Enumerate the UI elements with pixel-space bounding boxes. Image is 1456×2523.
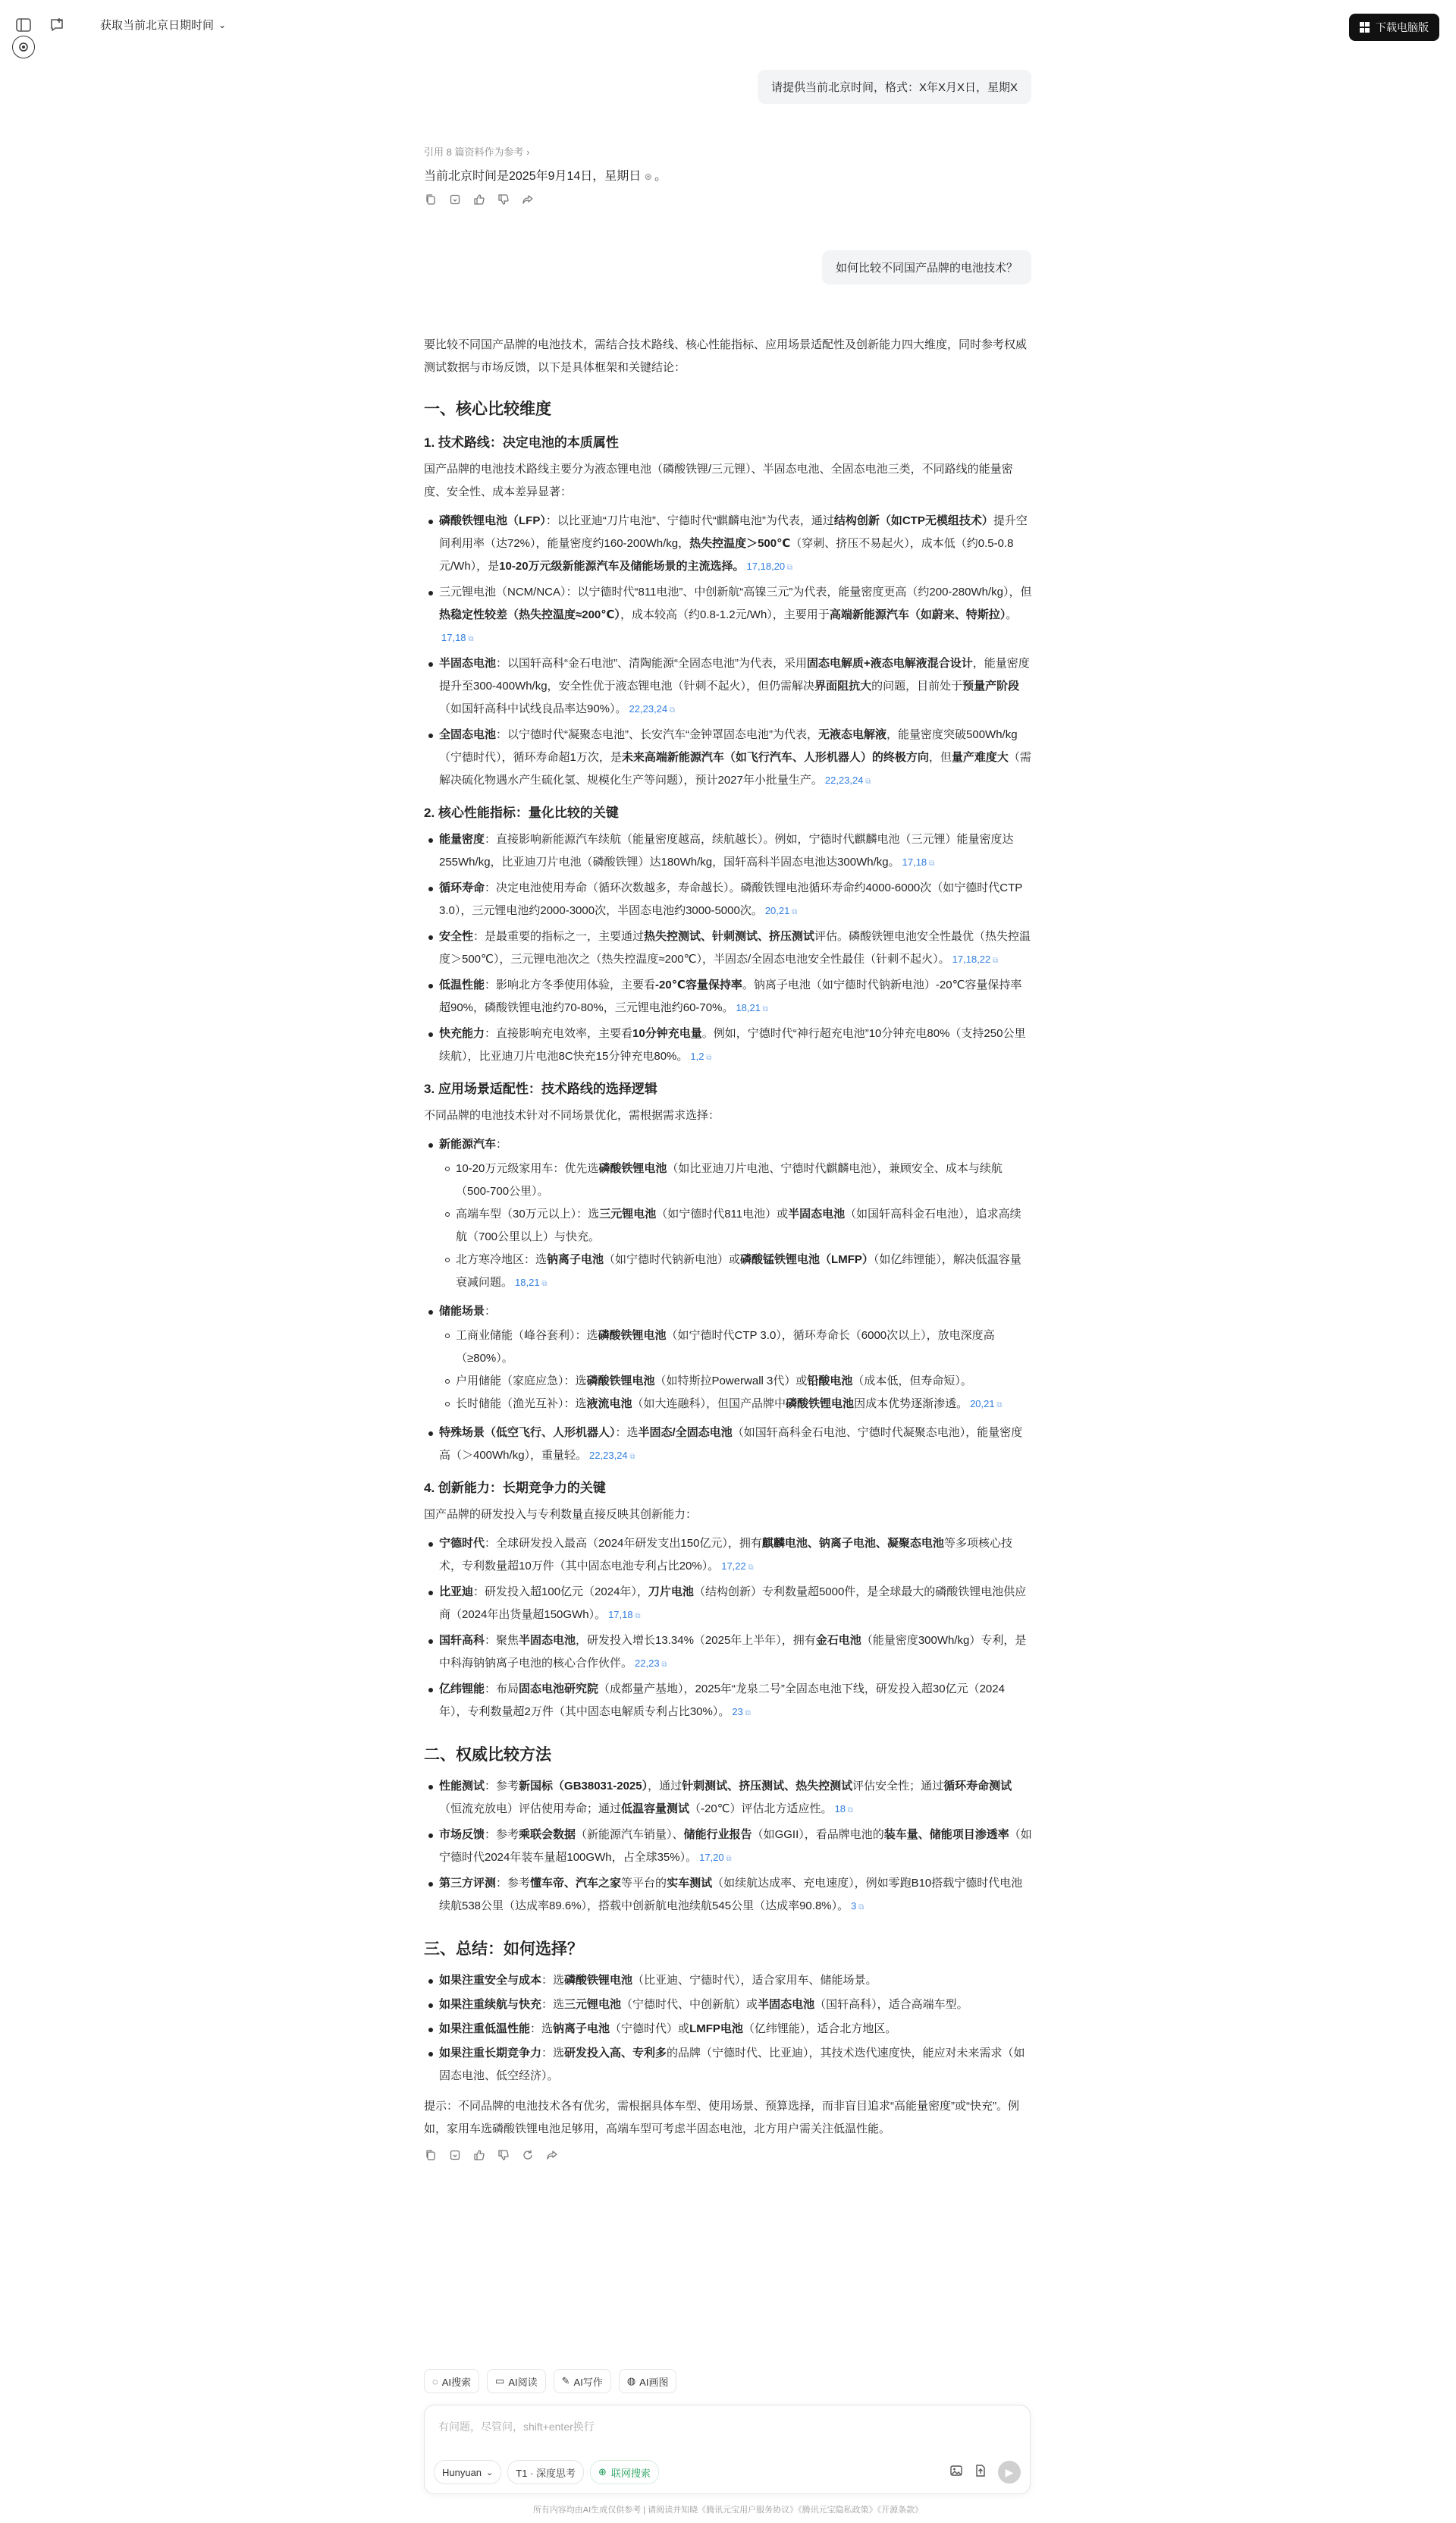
arrow-up-icon: ▶ <box>1005 2465 1014 2478</box>
list-item: 能量密度：直接影响新能源汽车续航（能量密度越高，续航越长）。例如，宁德时代麒麟电池（三元锂）能量密度达255Wh/kg，比亚迪刀片电池（磷酸铁锂）达180Wh/kg，国轩高科半固态电池达300Wh/kg。 17,18 ⧉ <box>439 828 1032 875</box>
citation-link[interactable]: 17,18 ⧉ <box>441 632 473 643</box>
thumbs-up-icon[interactable] <box>472 193 485 206</box>
section-heading: 一、核心比较维度 <box>424 401 551 418</box>
list-item: 如果注重长期竞争力：选研发投入高、专利多的品牌（宁德时代、比亚迪），其技术迭代速度快，能应对未来需求（如固态电池、低空经济）。 <box>439 2042 1032 2088</box>
answer-intro: 要比较不同国产品牌的电池技术，需结合技术路线、核心性能指标、应用场景适配性及创新能力四大维度，同时参考权威测试数据与市场反馈，以下是具体框架和关键结论： <box>424 338 1028 374</box>
paragraph: 不同品牌的电池技术针对不同场景优化，需根据需求选择： <box>424 1109 720 1122</box>
book-icon: ▭ <box>495 2375 505 2386</box>
sub-list <box>439 1324 1032 1417</box>
tool-label: AI阅读 <box>508 2376 538 2388</box>
conversation-title-dropdown[interactable] <box>100 17 226 33</box>
app-logo-icon[interactable] <box>12 36 35 58</box>
message-composer[interactable] <box>424 2405 1031 2494</box>
top-bar <box>0 0 1456 53</box>
citation-link[interactable]: 18 ⧉ <box>835 1803 853 1814</box>
citation-link[interactable]: 22,23,24 ⧉ <box>629 703 676 715</box>
list-item: 市场反馈：参考乘联会数据（新能源汽车销量）、储能行业报告（如GGII），看品牌电池的装车量、储能项目渗透率（如宁德时代2024年装车量超100GWh，占全球35%）。 17,20 ⧉ <box>439 1824 1032 1871</box>
citation-link[interactable]: 18,21 ⧉ <box>515 1277 547 1288</box>
citation-link[interactable]: 22,23 ⧉ <box>635 1657 667 1669</box>
sidebar-toggle-icon[interactable] <box>15 17 35 36</box>
composer-right-controls <box>949 2461 1021 2484</box>
share-icon[interactable] <box>521 193 534 206</box>
copy-icon[interactable] <box>424 193 437 206</box>
user-message-text: 如何比较不同国产品牌的电池技术？ <box>835 262 1018 275</box>
ai-draw-button[interactable] <box>619 2369 677 2393</box>
tool-label: AI画图 <box>639 2376 669 2388</box>
citation-link[interactable]: 23 ⧉ <box>732 1706 750 1717</box>
subsection-heading: 2. 核心性能指标：量化比较的关键 <box>424 806 619 820</box>
ai-write-button[interactable] <box>554 2369 611 2393</box>
message-actions <box>424 2148 1032 2161</box>
share-icon[interactable] <box>545 2148 558 2161</box>
chevron-right-icon: › <box>526 146 530 158</box>
citation-link[interactable]: 17,20 ⧉ <box>699 1852 731 1863</box>
subsection-heading: 1. 技术路线：决定电池的本质属性 <box>424 435 619 450</box>
file-upload-icon[interactable] <box>974 2464 987 2481</box>
tool-bar <box>424 2369 676 2393</box>
thumbs-down-icon[interactable] <box>497 2148 510 2161</box>
regenerate-icon[interactable] <box>521 2148 534 2161</box>
section-heading: 二、权威比较方法 <box>424 1746 551 1764</box>
subsection-heading: 3. 应用场景适配性：技术路线的选择逻辑 <box>424 1082 657 1096</box>
composer-placeholder: 有问题，尽管问，shift+enter换行 <box>438 2421 595 2433</box>
citation-link[interactable]: 17,18,22 ⧉ <box>952 954 999 965</box>
bullet-list <box>424 510 1032 793</box>
citation-link[interactable]: 1,2 ⧉ <box>690 1051 711 1062</box>
bullet-list <box>424 828 1032 1070</box>
deep-think-toggle[interactable] <box>507 2460 584 2484</box>
model-label: Hunyuan <box>442 2466 482 2478</box>
list-item: 低温性能：影响北方冬季使用体验，主要看-20℃容量保持率。钠离子电池（如宁德时代钠新电池）-20℃容量保持率超90%，磷酸铁锂电池约70-80%，三元锂电池约60-70%。 18,21 ⧉ <box>439 974 1032 1021</box>
composer-controls <box>434 2460 1021 2484</box>
list-item: 全固态电池：以宁德时代“凝聚态电池”、长安汽车“金钟罩固态电池”为代表，无液态电解液，能量密度突破500Wh/kg（宁德时代），循环寿命超1万次，是未来高端新能源汽车（如飞行汽车、人形机器人）的终极方向，但量产难度大（需解决硫化物遇水产生硫化氢、规模化生产等问题），预计2027年小批量生产。 22,23,24 ⧉ <box>439 724 1032 793</box>
source-dot-icon[interactable]: ⊛ <box>644 171 655 182</box>
answer-text <box>424 166 1032 184</box>
list-item: 特殊场景（低空飞行、人形机器人）：选半固态/全固态电池（如国轩高科金石电池、宁德时代凝聚态电池），能量密度高（＞400Wh/kg），重量轻。 22,23,24 ⧉ <box>439 1422 1032 1469</box>
citation-link[interactable]: 20,21 ⧉ <box>970 1398 1002 1409</box>
list-item: 安全性：是最重要的指标之一，主要通过热失控测试、针刺测试、挤压测试评估。磷酸铁锂电池安全性最优（热失控温度＞500℃），三元锂电池次之（热失控温度≈200℃），半固态/全固态电池安全性最佳（针刺不起火）。 17,18,22 ⧉ <box>439 925 1032 972</box>
bullet-list <box>424 1532 1032 1725</box>
list-item: 亿纬锂能：布局固态电池研究院（成都量产基地），2025年“龙泉二号”全固态电池下线，研发投入超30亿元（2024年），专利数量超2万件（其中固态电解质专利占比30%）。 23 ⧉ <box>439 1678 1032 1725</box>
footer-disclaimer: 所有内容均由AI生成仅供参考 | 请阅读并知晓《腾讯元宝用户服务协议》《腾讯元宝隐私政策》《开源条款》 <box>532 2506 924 2515</box>
user-message-2 <box>822 250 1031 284</box>
section-heading: 三、总结：如何选择？ <box>424 1940 583 1958</box>
citation-link[interactable]: 17,18 ⧉ <box>608 1609 640 1620</box>
user-message <box>758 70 1031 104</box>
search-icon: ◌ <box>432 2375 438 2387</box>
sub-list-item: 高端车型（30万元以上）：选三元锂电池（如宁德时代811电池）或半固态电池（如国轩高科金石电池），追求高续航（700公里以上）与快充。 <box>456 1203 1032 1249</box>
assistant-message <box>424 144 1032 206</box>
list-item: 循环寿命：决定电池使用寿命（循环次数越多，寿命越长）。磷酸铁锂电池循环寿命约4000-6000次（如宁德时代CTP 3.0），三元锂电池约2000-3000次，半固态电池约3000-5000次。 20,21 ⧉ <box>439 877 1032 924</box>
save-icon[interactable] <box>448 193 461 206</box>
citation-link[interactable]: 20,21 ⧉ <box>765 905 797 916</box>
windows-icon <box>1360 22 1370 33</box>
image-upload-icon[interactable] <box>949 2464 963 2481</box>
references-toggle[interactable] <box>424 144 1032 159</box>
chevron-down-icon: ⌄ <box>218 19 227 30</box>
web-search-label: 联网搜索 <box>610 2467 651 2479</box>
sub-list-item: 10-20万元级家用车：优先选磷酸铁锂电池（如比亚迪刀片电池、宁德时代麒麟电池），兼顾安全、成本与续航（500-700公里）。 <box>456 1158 1032 1203</box>
sub-list-item: 长时储能（渔光互补）：选液流电池（如大连融科），但国产品牌中磷酸铁锂电池因成本优势逐渐渗透。 20,21 ⧉ <box>456 1393 1032 1417</box>
mode-label: T1 · 深度思考 <box>516 2467 576 2479</box>
answer-text-content: 当前北京时间是2025年9月14日，星期日 <box>424 170 642 183</box>
sub-list <box>439 1158 1032 1296</box>
citation-link[interactable]: 22,23,24 ⧉ <box>589 1450 635 1461</box>
tool-label: AI搜索 <box>441 2376 472 2388</box>
globe-icon: ⊕ <box>598 2466 607 2477</box>
sub-list-item: 北方寒冷地区：选钠离子电池（如宁德时代钠新电池）或磷酸锰铁锂电池（LMFP）（如亿纬锂能），解决低温容量衰减问题。 18,21 ⧉ <box>456 1249 1032 1296</box>
save-icon[interactable] <box>448 2148 461 2161</box>
tip-paragraph: 提示：不同品牌的电池技术各有优劣，需根据具体车型、使用场景、预算选择，而非盲目追求“高能量密度”或“快充”。例如，家用车选磷酸铁锂电池足够用，高端车型可考虑半固态电池，北方用户需关注低温性能。 <box>424 2100 1019 2135</box>
new-chat-icon[interactable] <box>49 17 68 36</box>
list-item: 比亚迪：研发投入超100亿元（2024年），刀片电池（结构创新）专利数量超5000件，是全球最大的磷酸铁锂电池供应商（2024年出货量超150GWh）。 17,18 ⧉ <box>439 1581 1032 1628</box>
list-item: 性能测试：参考新国标（GB38031-2025），通过针刺测试、挤压测试、热失控测试评估安全性；通过循环寿命测试（恒流充放电）评估使用寿命；通过低温容量测试（-20℃）评估北方适应性。 18 ⧉ <box>439 1775 1032 1822</box>
send-button[interactable] <box>998 2461 1021 2484</box>
thumbs-down-icon[interactable] <box>497 193 510 206</box>
user-message-text: 请提供当前北京时间，格式：X年X月X日，星期X <box>770 81 1018 94</box>
citation-link[interactable]: 22,23,24 ⧉ <box>825 774 871 786</box>
citation-link[interactable]: 17,22 ⧉ <box>721 1560 753 1572</box>
pen-icon: ✎ <box>561 2375 570 2386</box>
bullet-list <box>424 1133 1032 1469</box>
model-selector[interactable] <box>434 2460 501 2484</box>
list-item: 新能源汽车： 10-20万元级家用车：优先选磷酸铁锂电池（如比亚迪刀片电池、宁德时代麒麟电池），兼顾安全、成本与续航（500-700公里）。 高端车型（30万元以上）：选三元锂电池（如宁德时代811电池）或半固态电池（如国轩高科金石电池），追求高续航（700公里以上）与快充。 北方寒冷地区：选钠离子电池（如宁德时代钠新电池）或磷酸锰铁锂电池（LMFP）（如亿纬锂能），解决低温容量衰减问题。 18,21 ⧉ <box>439 1133 1032 1296</box>
assistant-answer <box>424 334 1032 2161</box>
period: 。 <box>654 170 667 183</box>
thumbs-up-icon[interactable] <box>472 2148 485 2161</box>
list-item: 储能场景： 工商业储能（峰谷套利）：选磷酸铁锂电池（如宁德时代CTP 3.0），循环寿命长（6000次以上），放电深度高（≥80%）。 户用储能（家庭应急）：选磷酸铁锂电池（如特斯拉Powerwall 3代）或铅酸电池（成本低，但寿命短）。 长时储能（渔光互补）：选液流电池（如大连融科），但国产品牌中磷酸铁锂电池因成本优势逐渐渗透。 20,21 ⧉ <box>439 1300 1032 1417</box>
copy-icon[interactable] <box>424 2148 437 2161</box>
list-item: 半固态电池：以国轩高科“金石电池”、清陶能源“全固态电池”为代表，采用固态电解质+液态电解液混合设计，能量密度提升至300-400Wh/kg，安全性优于液态锂电池（针刺不起火），但仍需解决界面阻抗大的问题，目前处于预量产阶段（如国轩高科中试线良品率达90%）。 22,23,24 ⧉ <box>439 652 1032 722</box>
list-item: 如果注重续航与快充：选三元锂电池（宁德时代、中创新航）或半固态电池（国轩高科），适合高端车型。 <box>439 1994 1032 2016</box>
sub-list-item: 工商业储能（峰谷套利）：选磷酸铁锂电池（如宁德时代CTP 3.0），循环寿命长（6000次以上），放电深度高（≥80%）。 <box>456 1324 1032 1370</box>
sub-list-item: 户用储能（家庭应急）：选磷酸铁锂电池（如特斯拉Powerwall 3代）或铅酸电池（成本低，但寿命短）。 <box>456 1370 1032 1393</box>
list-item: 第三方评测：参考懂车帝、汽车之家等平台的实车测试（如续航达成率、充电速度），例如零跑B10搭载宁德时代电池续航538公里（达成率89.6%），搭载中创新航电池续航545公里（达成率90.8%）。 3 ⧉ <box>439 1872 1032 1919</box>
list-item: 磷酸铁锂电池（LFP）：以比亚迪“刀片电池”、宁德时代“麒麟电池”为代表，通过结构创新（如CTP无模组技术）提升空间利用率（达72%），能量密度约160-200Wh/kg，热失控温度＞500℃（穿刺、挤压不易起火），成本低（约0.5-0.8元/Wh），是10-20万元级新能源汽车及储能场景的主流选择。 17,18,20 ⧉ <box>439 510 1032 580</box>
ai-search-button[interactable] <box>424 2369 479 2393</box>
citation-link[interactable]: 18,21 ⧉ <box>736 1002 767 1013</box>
palette-icon: ◍ <box>626 2375 636 2386</box>
list-item: 国轩高科：聚焦半固态电池，研发投入增长13.34%（2025年上半年），拥有金石电池（能量密度300Wh/kg）专利，是中科海钠钠离子电池的核心合作伙伴。 22,23 ⧉ <box>439 1629 1032 1676</box>
list-item: 快充能力：直接影响充电效率，主要看10分钟充电量。例如，宁德时代“神行超充电池”10分钟充电80%（支持250公里续航），比亚迪刀片电池8C快充15分钟充电80%。 1,2 ⧉ <box>439 1023 1032 1070</box>
paragraph: 国产品牌的电池技术路线主要分为液态锂电池（磷酸铁锂/三元锂）、半固态电池、全固态电池三类，不同路线的能量密度、安全性、成本差异显著： <box>424 463 1013 498</box>
paragraph: 国产品牌的研发投入与专利数量直接反映其创新能力： <box>424 1508 698 1521</box>
list-item: 如果注重低温性能：选钠离子电池（宁德时代）或LMFP电池（亿纬锂能），适合北方地区。 <box>439 2018 1032 2041</box>
list-item: 宁德时代：全球研发投入最高（2024年研发支出150亿元），拥有麒麟电池、钠离子电池、凝聚态电池等多项核心技术，专利数量超10万件（其中固态电池专利占比20%）。 17,22 ⧉ <box>439 1532 1032 1579</box>
list-item: 三元锂电池（NCM/NCA）：以宁德时代“811电池”、中创新航“高镍三元”为代表，能量密度更高（约200-280Wh/kg），但热稳定性较差（热失控温度≈200℃），成本较高（约0.8-1.2元/Wh），主要用于高端新能源汽车（如蔚来、特斯拉）。17,18 ⧉ <box>439 581 1032 651</box>
download-label: 下载电脑版 <box>1376 21 1429 33</box>
conversation-title: 获取当前北京日期时间 <box>100 19 215 32</box>
message-actions <box>424 193 1032 206</box>
bullet-list <box>424 1775 1032 1919</box>
citation-link[interactable]: 17,18,20 ⧉ <box>747 561 793 572</box>
download-desktop-button[interactable] <box>1349 14 1440 41</box>
citation-link[interactable]: 17,18 ⧉ <box>902 856 934 868</box>
subsection-heading: 4. 创新能力：长期竞争力的关键 <box>424 1481 606 1495</box>
list-item: 如果注重安全与成本：选磷酸铁锂电池（比亚迪、宁德时代），适合家用车、储能场景。 <box>439 1969 1032 1992</box>
citation-link[interactable]: 3 ⧉ <box>851 1900 864 1912</box>
references-label: 引用 8 篇资料作为参考 <box>424 146 524 158</box>
web-search-toggle[interactable] <box>590 2460 659 2484</box>
chevron-down-icon: ⌄ <box>486 2468 494 2477</box>
ai-read-button[interactable] <box>487 2369 546 2393</box>
bullet-list <box>424 1969 1032 2088</box>
tool-label: AI写作 <box>573 2376 603 2388</box>
